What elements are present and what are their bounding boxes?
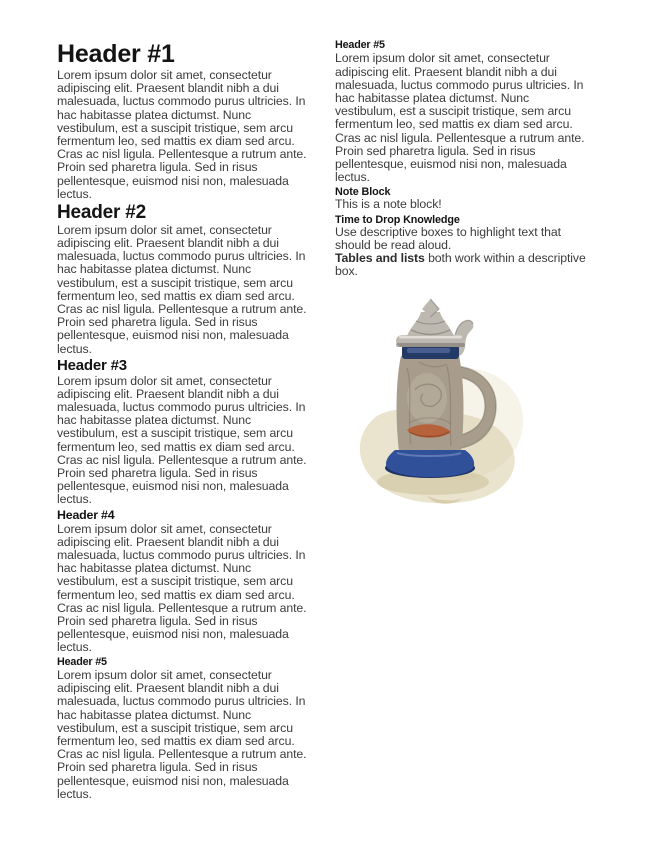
heading-5-right: Header #5 [335,39,385,51]
stein-lid-rim-shadow [396,343,465,347]
note-block-title: Note Block [335,186,391,199]
heading-3: Header #3 [57,356,127,374]
body-paragraph: Lorem ipsum dolor sit amet, consectetur adipiscing elit. Praesent blandit nibh a dui malesuada, luctus commodo purus ultricies. In hac habitasse platea dictumst. Nunc vestibulum, est a suscipit tristique, sem arcu fermentum leo, sed mattis ex diam sed arcu. Cras ac nisl ligula. Pellentesque a rutrum ante. Proin sed pharetra ligula. Sed in risus pellentesque, euismod nisi non, malesuada lectus. [57,521,307,655]
heading-5: Header #5 [57,655,107,668]
body-paragraph: Lorem ipsum dolor sit amet, consectetur adipiscing elit. Praesent blandit nibh a dui malesuada, luctus commodo purus ultricies. In hac habitasse platea dictumst. Nunc vestibulum, est a suscipit tristique, sem arcu fermentum leo, sed mattis ex diam sed arcu. Cras ac nisl ligula. Pellentesque a rutrum ante. Proin sed pharetra ligula. Sed in risus pellentesque, euismod nisi non, malesuada lectus. [335,51,585,185]
beer-stein-illustration [349,298,549,513]
tables-note-lead: Tables and lists [335,250,425,265]
heading-4: Header #4 [57,507,115,522]
right-column [335,38,593,844]
beer-stein-svg [349,298,549,513]
body-paragraph: Lorem ipsum dolor sit amet, consectetur adipiscing elit. Praesent blandit nibh a dui malesuada, luctus commodo purus ultricies. In hac habitasse platea dictumst. Nunc vestibulum, est a suscipit tristique, sem arcu fermentum leo, sed mattis ex diam sed arcu. Cras ac nisl ligula. Pellentesque a rutrum ante. Proin sed pharetra ligula. Sed in risus pellentesque, euismod nisi non, malesuada lectus. [57,667,307,801]
note-block-body: This is a note block! [335,197,442,212]
tables-note [335,252,593,278]
heading-2: Header #2 [57,202,147,224]
body-paragraph: Lorem ipsum dolor sit amet, consectetur adipiscing elit. Praesent blandit nibh a dui malesuada, luctus commodo purus ultricies. In hac habitasse platea dictumst. Nunc vestibulum, est a suscipit tristique, sem arcu fermentum leo, sed mattis ex diam sed arcu. Cras ac nisl ligula. Pellentesque a rutrum ante. Proin sed pharetra ligula. Sed in risus pellentesque, euismod nisi non, malesuada lectus. [57,222,307,356]
heading-1: Header #1 [57,40,175,68]
body-paragraph: Lorem ipsum dolor sit amet, consectetur adipiscing elit. Praesent blandit nibh a dui malesuada, luctus commodo purus ultricies. In hac habitasse platea dictumst. Nunc vestibulum, est a suscipit tristique, sem arcu fermentum leo, sed mattis ex diam sed arcu. Cras ac nisl ligula. Pellentesque a rutrum ante. Proin sed pharetra ligula. Sed in risus pellentesque, euismod nisi non, malesuada lectus. [57,373,307,507]
body-paragraph: Lorem ipsum dolor sit amet, consectetur adipiscing elit. Praesent blandit nibh a dui malesuada, luctus commodo purus ultricies. In hac habitasse platea dictumst. Nunc vestibulum, est a suscipit tristique, sem arcu fermentum leo, sed mattis ex diam sed arcu. Cras ac nisl ligula. Pellentesque a rutrum ante. Proin sed pharetra ligula. Sed in risus pellentesque, euismod nisi non, malesuada lectus. [57,68,307,201]
knowledge-block-body: Use descriptive boxes to highlight text that should be read aloud. [335,224,561,252]
stein-collar-highlight [407,348,450,353]
tables-note-rest: both work within a descriptive box. [335,250,586,279]
left-column [57,38,307,844]
knowledge-block-title: Time to Drop Knowledge [335,213,460,226]
